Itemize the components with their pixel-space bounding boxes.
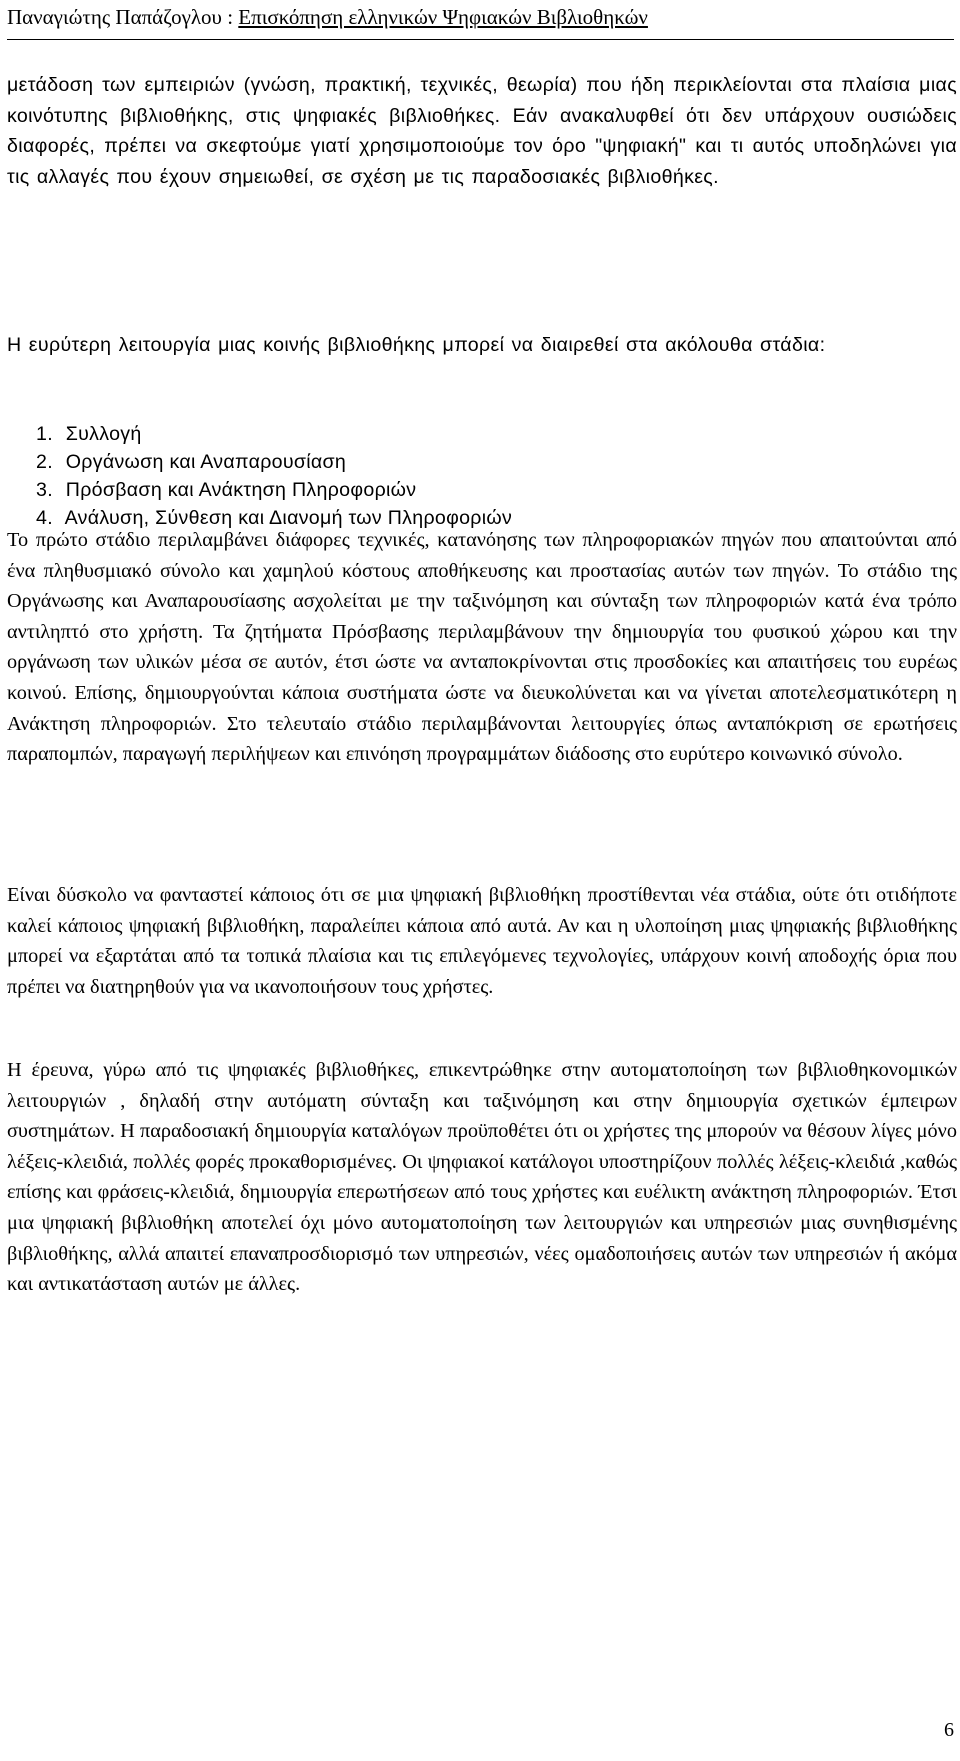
list-label: Συλλογή (65, 423, 142, 445)
running-header (7, 2, 955, 32)
list-label: Οργάνωση και Αναπαρουσίαση (65, 451, 347, 473)
list-label: Ανάλυση, Σύνθεση και Διανομή των Πληροφοριών (64, 507, 513, 529)
paragraph-1: μετάδοση των εμπειριών (γνώση, πρακτική, τεχνικές, θεωρία) που ήδη περικλείονται στα πλαίσια μιας κοινότυπης βιβλιοθήκης, στις ψηφιακές βιβλιοθήκες. Εάν ανακαλυφθεί ότι δεν υπάρχουν ουσιώδεις διαφορές, πρέπει να σκεφτούμε γιατί χρησιμοποιούμε τον όρο "ψηφιακή" και τι αυτός υποδηλώνει για τις αλλαγές που έχουν σημειωθεί, σε σχέση με τις παραδοσιακές βιβλιοθήκες. (7, 74, 957, 188)
page-number: 6 (944, 1719, 954, 1741)
header-separator: : (221, 5, 239, 29)
list-item (36, 476, 512, 504)
header-title: Επισκόπηση ελληνικών Ψηφιακών Βιβλιοθηκών (238, 5, 648, 29)
list-number: 2. (36, 451, 53, 473)
list-number: 3. (36, 479, 53, 501)
paragraph-2: Η ευρύτερη λειτουργία μιας κοινής βιβλιοθήκης μπορεί να διαιρεθεί στα ακόλουθα στάδια: (7, 334, 826, 356)
header-rule (7, 39, 954, 40)
list-item (36, 420, 512, 448)
paragraph-4: Είναι δύσκολο να φανταστεί κάποιος ότι σε μια ψηφιακή βιβλιοθήκη προστίθενται νέα στάδια, ούτε ότι οτιδήποτε καλεί κάποιος ψηφιακή βιβλιοθήκη, παραλείπει κάποια από αυτά. Αν και η υλοποίηση μιας ψηφιακής βιβλιοθήκης μπορεί να εξαρτάται από τα τοπικά πλαίσια και τις επιλεγόμενες τεχνολογίες, υπάρχουν κοινή αποδοχής όρια που πρέπει να διατηρηθούν για να ικανοποιήσουν τους χρήστες. (7, 884, 957, 998)
list-item (36, 448, 512, 476)
stages-list (36, 420, 512, 532)
list-number: 1. (36, 423, 53, 445)
paragraph-5: Η έρευνα, γύρω από τις ψηφιακές βιβλιοθήκες, επικεντρώθηκε στην αυτοματοποίηση των βιβλιοθηκονομικών λειτουργιών , δηλαδή στην αυτόματη σύνταξη και ταξινόμηση και στην δημιουργία σχετικών έμπειρων συστημάτων. Η παραδοσιακή δημιουργία καταλόγων προϋποθέτει ότι οι χρήστες της μπορούν να θέσουν λίγες μόνο λέξεις-κλειδιά, πολλές φορές προκαθορισμένες. Οι ψηφιακοί κατάλογοι υποστηρίζουν πολλές λέξεις-κλειδιά ,καθώς επίσης και φράσεις-κλειδιά, δημιουργία επερωτήσεων από τους χρήστες και ευέλικτη ανάκτηση πληροφοριών. Έτσι μια ψηφιακή βιβλιοθήκη αποτελεί όχι μόνο αυτοματοποίηση των λειτουργιών και υπηρεσιών μιας συνηθισμένης βιβλιοθήκης, αλλά απαιτεί επαναπροσδιορισμό των υπηρεσιών, νέες ομαδοποιήσεις αυτών των υπηρεσιών ή ακόμα και αντικατάσταση αυτών με άλλες. (7, 1059, 957, 1296)
list-number: 4. (36, 507, 53, 529)
header-author: Παναγιώτης Παπάζογλου (7, 5, 222, 29)
list-label: Πρόσβαση και Ανάκτηση Πληροφοριών (65, 479, 417, 501)
paragraph-3: Το πρώτο στάδιο περιλαμβάνει διάφορες τεχνικές, κατανόησης των πληροφοριακών πηγών που απαιτούνται από ένα πληθυσμιακό σύνολο και χαμηλού κόστους αποθήκευσης και προστασίας αυτών των πηγών. Το στάδιο της Οργάνωσης και Αναπαρουσίασης ασχολείται με την ταξινόμηση και σύνταξη των πληροφοριών κατά ένα τρόπο αντιληπτό στο χρήστη. Τα ζητήματα Πρόσβασης περιλαμβάνουν την δημιουργία του φυσικού χώρου και την οργάνωση των υλικών μέσα σε αυτόν, έτσι ώστε να ανταποκρίνονται στις προσδοκίες και απαιτήσεις του ευρέως κοινού. Επίσης, δημιουργούνται κάποια συστήματα ώστε να διευκολύνεται και να γίνεται αποτελεσματικότερη η Ανάκτηση πληροφοριών. Στο τελευταίο στάδιο περιλαμβάνονται λειτουργίες όπως ανταπόκριση σε ερωτήσεις παραπομπών, παραγωγή περιλήψεων και επινόηση προγραμμάτων διάδοσης στο ευρύτερο κοινωνικό σύνολο. (7, 529, 957, 766)
